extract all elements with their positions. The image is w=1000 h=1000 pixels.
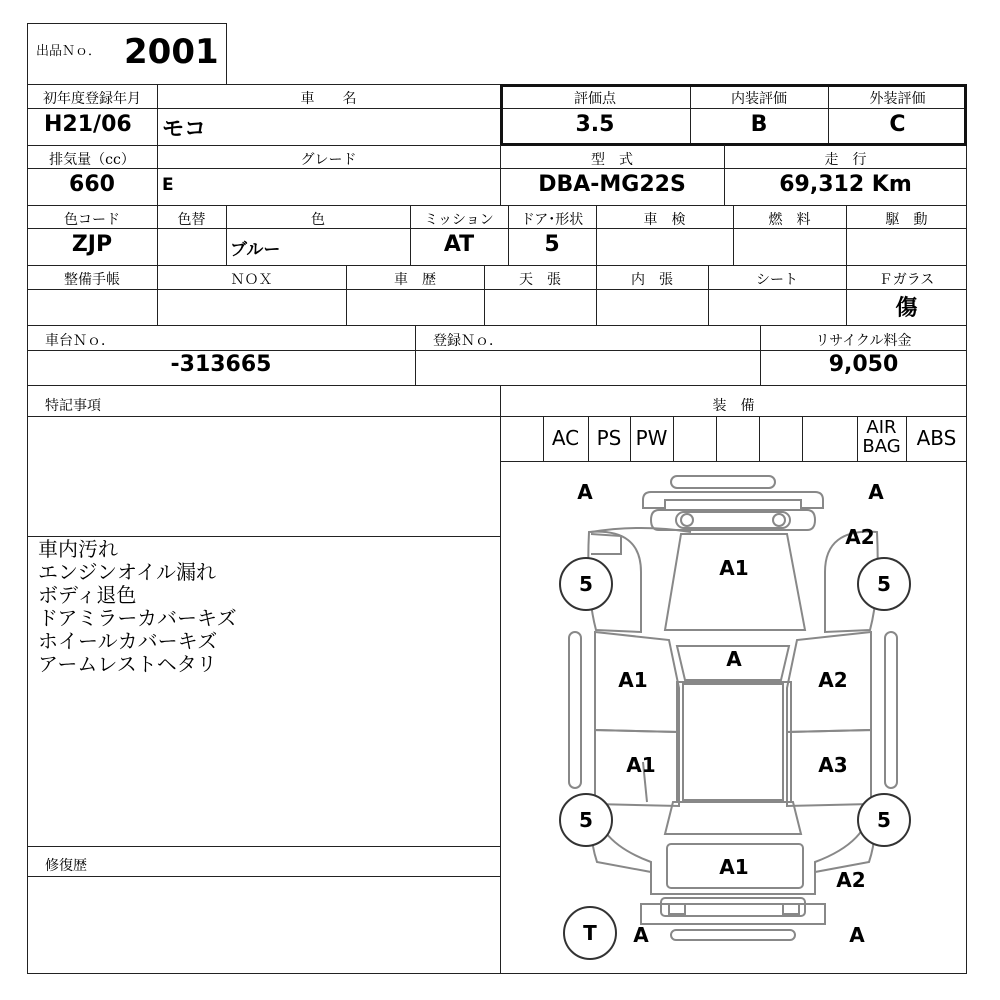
equip-pw: PW [635,426,668,450]
inspection-label: 車 検 [643,212,686,228]
maint-label: 整備手帳 [64,272,120,288]
lot-label: 出品Ｎｏ． [36,44,102,59]
remark-line: ホイールカバーキズ [38,629,218,653]
colorcode-value: ZJP [71,232,113,257]
mark-right-rear-door: A3 [818,753,848,777]
name-value: モコ [162,117,207,142]
reg-value: H21/06 [44,112,132,137]
nox-label: ＮＯＸ [230,272,273,288]
mileage-label: 走 行 [824,152,867,168]
fglass-value: 傷 [895,296,918,321]
score-value: 3.5 [575,112,615,137]
exterior-label: 外装評価 [869,91,926,107]
interior-label: 内装評価 [731,91,787,107]
mission-label: ミッション [424,212,494,228]
fuel-label: 燃 料 [768,212,811,228]
equip-ac: AC [551,426,580,450]
interior-trim-label: 内 張 [631,272,673,288]
color-value: ブルー [230,240,281,260]
chassis-label: 車台Ｎｏ． [45,333,115,349]
roof-label: 天 張 [519,272,561,288]
remark-line: アームレストヘタリ [38,652,217,676]
mark-front-right: A [868,480,884,504]
tire-spare: T [563,906,617,960]
model-label: 型 式 [591,152,633,168]
remarks-label: 特記事項 [45,398,101,414]
interior-value: B [750,112,768,137]
equip-ps: PS [596,426,622,450]
colorcode-label: 色コード [64,212,120,228]
door-label: ドア･形状 [520,212,584,228]
regno-label: 登録Ｎｏ． [433,333,503,349]
grade-value: E [162,175,174,195]
tire-rear-right: 5 [857,793,911,847]
mark-roof: A [726,647,742,671]
remark-line: ドアミラーカバーキズ [38,606,237,630]
tire-rear-left: 5 [559,793,613,847]
recycle-value: 9,050 [828,352,899,377]
displacement-value: 660 [69,172,115,197]
equip-abs: ABS [916,426,957,450]
mark-right-front-door: A2 [818,668,848,692]
mark-rear-left: A [633,923,649,947]
mark-left-rear-door: A1 [626,753,656,777]
lot-number: 2001 [124,32,219,72]
chassis-value: -313665 [170,352,272,377]
remark-line: ボディ退色 [38,583,137,607]
displacement-label: 排気量（cc） [49,152,135,168]
mark-rear-far-right: A [849,923,865,947]
mark-left-front-door: A1 [618,668,648,692]
mark-back-glass: A1 [719,855,749,879]
fglass-label: Ｆガラス [878,272,935,288]
drive-label: 駆 動 [885,212,928,228]
mileage-value: 69,312 Km [779,172,912,197]
exterior-value: C [889,112,906,137]
repair-label: 修復歴 [45,858,87,874]
remark-line: エンジンオイル漏れ [38,560,216,584]
remark-line: 車内汚れ [38,537,118,561]
color-label: 色 [311,212,325,228]
door-value: 5 [544,232,560,257]
car-diagram [501,462,966,973]
grade-label: グレード [300,152,357,168]
name-label: 車 名 [300,91,357,107]
equip-airbag: AIR BAG [862,417,901,457]
mark-rear-right: A2 [836,868,866,892]
tire-front-left: 5 [559,557,613,611]
mark-windshield: A1 [719,556,749,580]
mark-hood-right: A2 [845,525,875,549]
recycle-label: リサイクル料金 [815,333,912,349]
score-label: 評価点 [574,91,616,107]
tire-front-right: 5 [857,557,911,611]
mark-front-left: A [577,480,593,504]
repaint-label: 色替 [177,212,206,228]
mission-value: AT [443,232,475,257]
reg-label: 初年度登録年月 [43,91,141,107]
equipment-label: 装 備 [712,398,755,414]
seat-label: シート [756,272,798,288]
history-label: 車 歴 [394,272,436,288]
model-value: DBA-MG22S [538,172,686,197]
